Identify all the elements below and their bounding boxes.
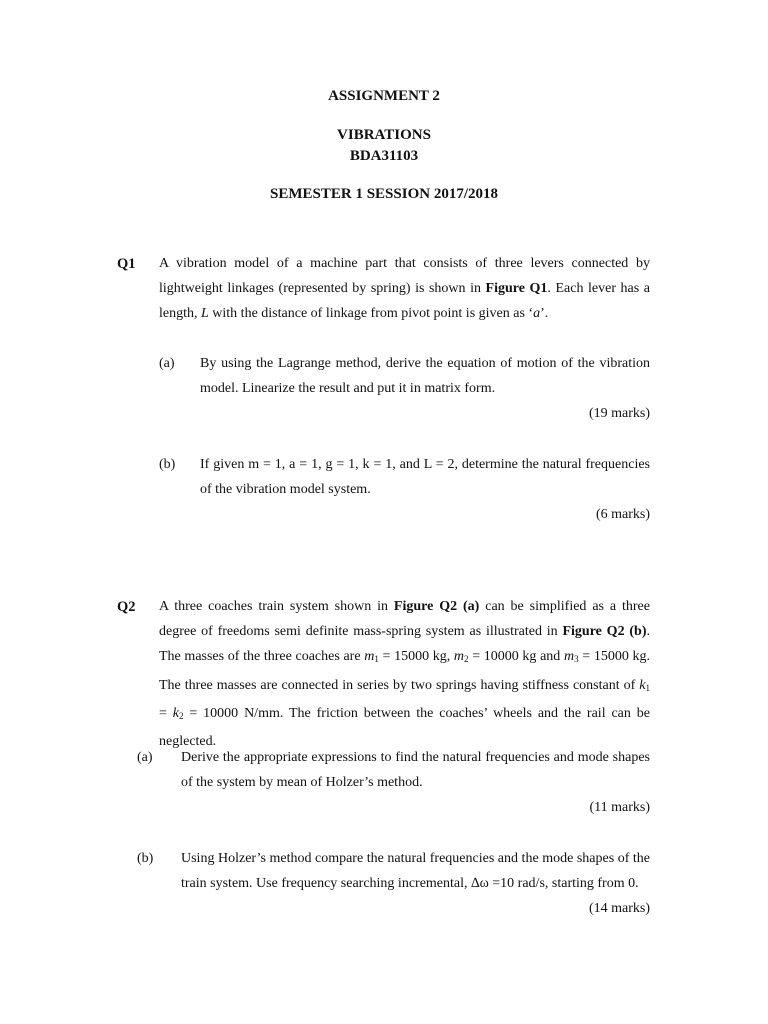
q1a-label: (a) [159, 356, 175, 371]
q1a-marks: (19 marks) [588, 406, 650, 421]
q2a-marks: (11 marks) [589, 800, 650, 815]
assignment-title: ASSIGNMENT 2 [328, 88, 440, 104]
q2b-text: Using Holzer’s method compare the natural frequencies and the mode shapes of the train system. Use frequency searching incremental, ∆ω =10 rad/s, starting from 0. [181, 851, 650, 892]
q1-number: Q1 [117, 256, 136, 272]
subject-title: VIBRATIONS [337, 127, 431, 143]
q1b-marks: (6 marks) [595, 507, 650, 522]
q1b-text: If given m = 1, a = 1, g = 1, k = 1, and L = 2, determine the natural frequencies of the vibration model system. [200, 457, 650, 498]
session-title: SEMESTER 1 SESSION 2017/2018 [270, 186, 498, 202]
q2b-marks: (14 marks) [588, 901, 650, 916]
q2-number: Q2 [117, 599, 136, 615]
q1b-label: (b) [159, 457, 176, 472]
q2a-text: Derive the appropriate expressions to find the natural frequencies and mode shapes of the system by mean of Holzer’s method. [181, 750, 650, 791]
q1a-text: By using the Lagrange method, derive the equation of motion of the vibration model. Linearize the result and put it in matrix form. [200, 356, 650, 397]
q2a-label: (a) [137, 750, 153, 765]
figure-q2b-ref: Figure Q2 (b) [562, 624, 647, 640]
q2b-item [137, 846, 650, 896]
q2b-label: (b) [137, 851, 154, 866]
q1-intro: A vibration model of a machine part that consists of three levers connected by lightweight linkages (represented by spring) is shown in Figure Q1. Each lever has a length, L with the distance of linkage from pivot point is given as ‘a’. [159, 256, 650, 322]
figure-q2a-ref: Figure Q2 (a) [393, 599, 480, 614]
q2-intro: A three coaches train system shown in Figure Q2 (a) can be simplified as a three degree of freedoms semi definite mass-spring system as illustrated in Figure Q2 (b). The masses of the three coaches are $m_1 = 15000$ kg, $m_2 = 10000$ kg and $m_3 = 15000$ kg. The three masses are connected in series by two springs having stiffness constant of $k_1 = k_2 = 10000$ N/mm. The friction between the coaches’ wheels and the rail can be neglected. [159, 599, 650, 750]
q2a-item [137, 745, 650, 795]
figure-q1-ref: Figure Q1 [485, 281, 548, 297]
course-code: BDA31103 [349, 148, 419, 164]
